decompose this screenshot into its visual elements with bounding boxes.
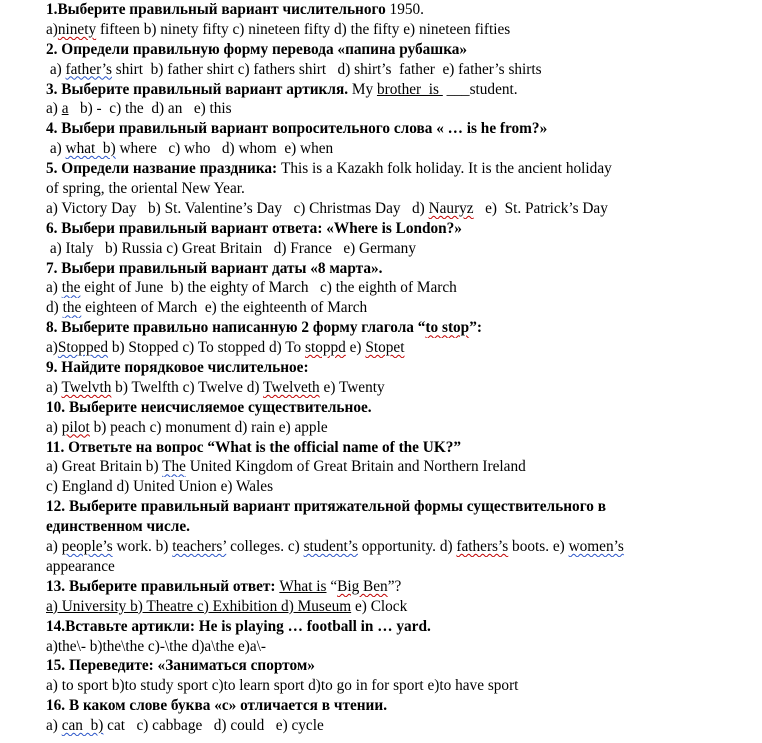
question-text: 13. Выберите правильный ответ: [46,577,280,595]
answer-text: a) to sport b)to study sport c)to learn sport d)to go in for sport e)to have sport [46,677,519,695]
answer-text: a) [46,140,66,158]
answer-text: opportunity. d) [357,538,457,556]
answer-text: colleges. c) [226,538,304,556]
answer-text: where c) who d) whom e) when [115,140,334,158]
question-text: 11. Ответьте на вопрос “What is the official name of the UK?” [46,438,462,456]
document-line [46,378,752,398]
document-line [46,477,752,497]
question-text: 9. Найдите порядковое числительное: [46,359,309,377]
answer-text: boots. e) [508,538,569,556]
answer-text: a) [46,378,62,396]
answer-text: the [61,279,81,297]
document-line [46,219,752,239]
question-text: 3. Выберите правильный вариант артикля. [46,80,349,98]
document-line [46,497,752,517]
answer-text: Twelvth [61,378,112,396]
answer-text: d) [46,299,63,317]
answer-text: a [61,100,69,118]
document-line [46,139,752,159]
answer-text: b) peach c) monument d) rain e) apple [89,418,328,436]
document-line [46,438,752,458]
answer-text: ___student. [442,80,518,98]
answer-text: This is a Kazakh folk holiday. It is the ancient holiday [277,160,612,178]
document-line [46,278,752,298]
answer-text: eight of June b) the eighty of March c) the eighth of March [80,279,457,297]
document-line [46,577,752,597]
answer-text: shirt b) father shirt c) fathers shirt d) shirt’s father e) father’s shirts [111,60,542,78]
question-text: 1.Выберите правильный вариант числительного [46,1,390,18]
question-text: 12. Выберите правильный вариант притяжательной формы существительного в [46,498,606,516]
answer-text: pilot [61,418,90,436]
document-line [46,99,752,119]
document-line [46,298,752,318]
answer-text: fathers’s [456,538,509,556]
document-line [46,716,752,736]
answer-text: cat c) cabbage d) could e) cycle [103,717,324,735]
answer-text: a) [46,279,62,297]
document-line [46,398,752,418]
question-text: 14.Вставьте артикли: He is playing … football in … yard. [46,617,431,635]
question-text: 10. Выберите неисчисляемое существительное. [46,398,372,416]
answer-text: b) Twelfth c) Twelve d) [111,378,263,396]
answer-text: e) [345,339,366,357]
answer-text: 1950. [389,1,424,18]
answer-text: brother is [376,80,443,98]
answer-text: people’s [61,538,113,556]
document-line [46,676,752,696]
question-text: 16. В каком слове буква «с» отличается в чтении. [46,697,388,715]
answer-text: a)the\- b)the\the c)-\the d)a\the e)a\- [46,637,266,655]
answer-text: a) Victory Day b) St. Valentine’s Day c) Christmas Day d) [46,199,429,217]
answer-text: My [348,80,377,98]
document-line [46,696,752,716]
answer-text: student’s [303,538,358,556]
question-text: ”: [469,319,482,337]
answer-text: appearance [46,557,115,575]
answer-text: a) University b) Theatre c) Exhibition d) Museum [46,597,352,615]
document-line [46,159,752,179]
answer-text: c) England d) United Union e) Wales [46,478,274,496]
document-line [46,338,752,358]
question-text: 8. Выберите правильно написанную 2 форму глагола “ [46,319,426,337]
document-line [46,40,752,60]
answer-text: Big Ben [337,577,388,595]
answer-text: e) Twenty [319,378,385,396]
answer-text: a) [46,60,66,78]
question-text: to stop [425,319,470,337]
answer-text: fifteen b) ninety fifty c) nineteen fifty d) the fifty e) nineteen fifties [96,20,511,38]
answer-text: United Kingdom of Great Britain and Northern Ireland [185,458,526,476]
document-line [46,259,752,279]
document-line [46,119,752,139]
question-text: 4. Выбери правильный вариант вопросительного слова « … is he from?» [46,120,548,138]
document-line [46,239,752,259]
question-text: 15. Переведите: «Заниматься спортом» [46,657,315,675]
question-text: 5. Определи название праздника: [46,160,278,178]
document-line [46,637,752,657]
answer-text: a) [46,418,62,436]
answer-text: women’s [568,538,624,556]
answer-text: a) [46,339,58,357]
document-line [46,517,752,537]
answer-text: e) Clock [351,597,408,615]
answer-text: a) [46,100,62,118]
answer-text: what b) [65,140,116,158]
document-line [46,60,752,80]
document-line [46,457,752,477]
question-text: 7. Выбери правильный вариант даты «8 марта». [46,259,383,277]
answer-text: stoppd [305,339,346,357]
answer-text: Twelveth [263,378,320,396]
document-line [46,179,752,199]
document-line [46,0,752,20]
document-line [46,617,752,637]
answer-text: e) St. Patrick’s Day [473,199,608,217]
answer-text: a) Italy b) Russia c) Great Britain d) France e) Germany [46,239,416,257]
answer-text: Nauryz [428,199,474,217]
answer-text: work. b) [112,538,173,556]
answer-text: Stopet [365,339,405,357]
document-line [46,80,752,100]
document-line [46,358,752,378]
answer-text: a) Great Britain b) [46,458,163,476]
document-line [46,199,752,219]
answer-text: a) [46,538,62,556]
question-text: 2. Определи правильную форму перевода «папина рубашка» [46,40,468,58]
document-line [46,537,752,557]
question-text: единственном числе. [46,518,190,536]
document-line [46,20,752,40]
answer-text: The [162,458,186,476]
answer-text: ”? [387,577,402,595]
answer-text: father’s [65,60,112,78]
document-line [46,557,752,577]
answer-text: b) - c) the d) an e) this [68,100,232,118]
document-line [46,418,752,438]
document-line [46,318,752,338]
answer-text: teachers’ [172,538,227,556]
answer-text: can b) [61,717,104,735]
answer-text: the [62,299,82,317]
answer-text: eighteen of March e) the eighteenth of March [81,299,368,317]
answer-text: Stopped [57,339,109,357]
answer-text: ninety [57,20,97,38]
answer-text: What is [279,577,327,595]
answer-text: “ [326,577,338,595]
answer-text: b) Stopped c) To stopped d) To [108,339,306,357]
answer-text: a) [46,20,58,38]
question-text: 6. Выбери правильный вариант ответа: «Where is London?» [46,219,462,237]
document-line [46,597,752,617]
document-line [46,656,752,676]
answer-text: a) [46,717,62,735]
answer-text: of spring, the oriental New Year. [46,180,245,198]
